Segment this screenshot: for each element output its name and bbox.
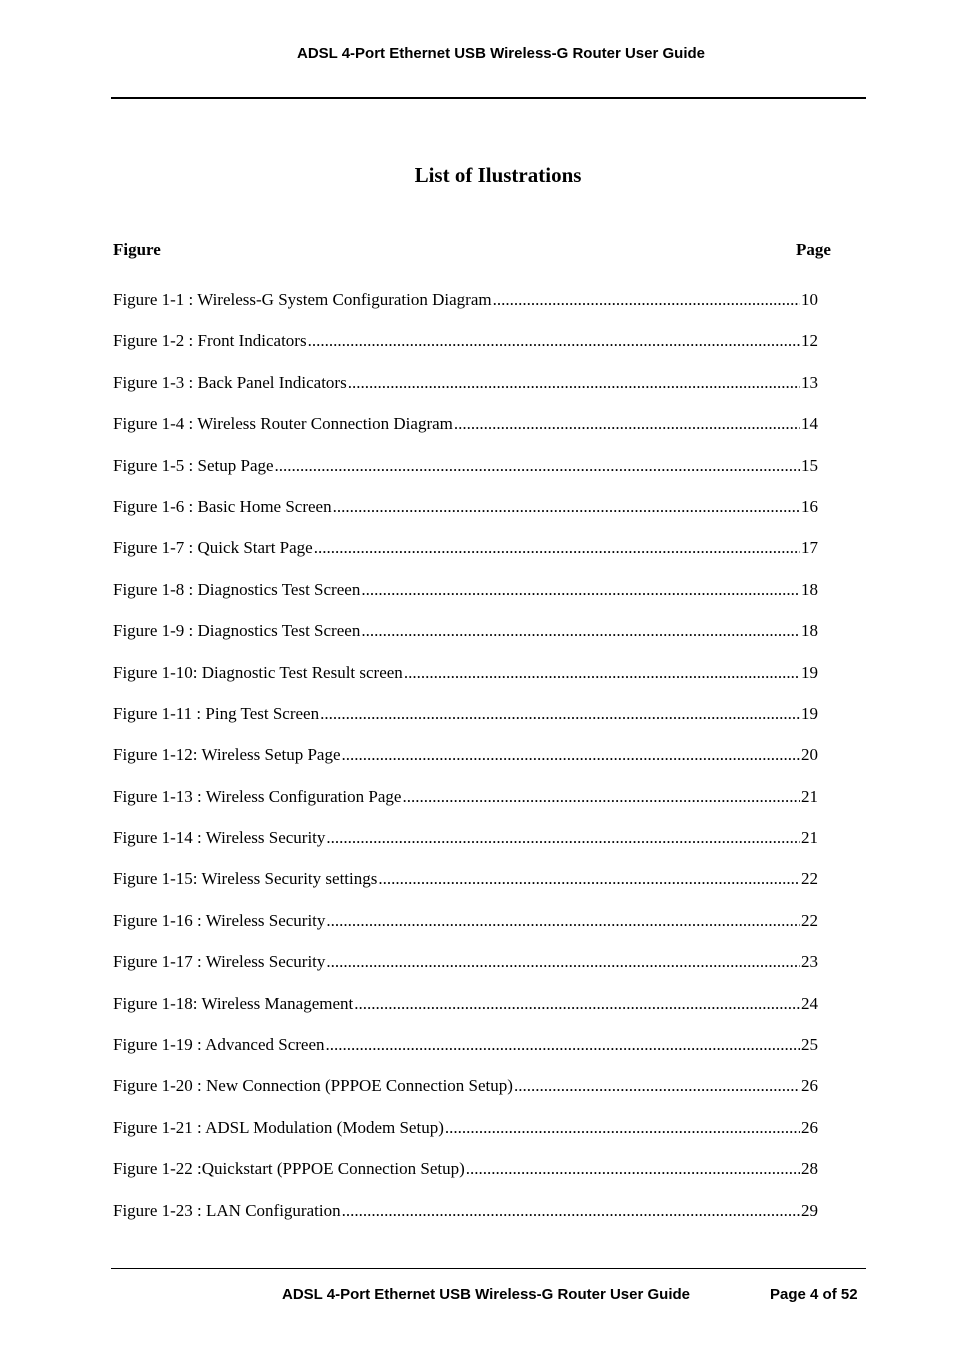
illustrations-list [113, 290, 818, 1242]
dot-leader [404, 663, 800, 683]
toc-entry[interactable] [113, 497, 818, 538]
toc-entry-label: Figure 1-8 : Diagnostics Test Screen [113, 579, 361, 599]
toc-entry-page: 21 [801, 828, 818, 848]
toc-entry-label: Figure 1-4 : Wireless Router Connection Diagram [113, 414, 453, 434]
dot-leader [333, 497, 800, 517]
toc-entry-label: Figure 1-3 : Back Panel Indicators [113, 372, 347, 392]
toc-entry[interactable] [113, 456, 818, 497]
toc-entry-label: Figure 1-23 : LAN Configuration [113, 1200, 341, 1220]
dot-leader [493, 290, 800, 310]
toc-entry-page: 16 [801, 496, 818, 516]
toc-entry[interactable] [113, 869, 818, 910]
toc-entry-page: 19 [801, 662, 818, 682]
dot-leader [308, 331, 800, 351]
dot-leader [348, 373, 800, 393]
toc-entry-label: Figure 1-7 : Quick Start Page [113, 538, 313, 558]
toc-entry[interactable] [113, 1076, 818, 1117]
dot-leader [445, 1118, 800, 1138]
toc-entry-label: Figure 1-22 :Quickstart (PPPOE Connection Setup) [113, 1159, 465, 1179]
toc-entry-label: Figure 1-5 : Setup Page [113, 455, 274, 475]
toc-entry[interactable] [113, 787, 818, 828]
toc-entry[interactable] [113, 1118, 818, 1159]
toc-entry-page: 18 [801, 621, 818, 641]
toc-entry[interactable] [113, 538, 818, 579]
toc-entry[interactable] [113, 331, 818, 372]
page-number: Page 4 of 52 [770, 1286, 858, 1303]
toc-entry-page: 17 [801, 538, 818, 558]
dot-leader [514, 1076, 800, 1096]
toc-entry[interactable] [113, 704, 818, 745]
toc-entry-label: Figure 1-15: Wireless Security settings [113, 869, 378, 889]
toc-entry-page: 21 [801, 786, 818, 806]
toc-entry[interactable] [113, 828, 818, 869]
toc-entry-label: Figure 1-20 : New Connection (PPPOE Connection Setup) [113, 1076, 513, 1096]
toc-entry-page: 15 [801, 455, 818, 475]
toc-entry-page: 23 [801, 952, 818, 972]
toc-entry[interactable] [113, 745, 818, 786]
toc-entry-page: 24 [801, 993, 818, 1013]
page-title: List of Ilustrations [414, 163, 582, 187]
toc-entry[interactable] [113, 911, 818, 952]
toc-entry-page: 18 [801, 579, 818, 599]
toc-entry-page: 28 [801, 1159, 818, 1179]
toc-entry-page: 20 [801, 745, 818, 765]
toc-entry-page: 22 [801, 910, 818, 930]
dot-leader [361, 621, 800, 641]
toc-entry-page: 22 [801, 869, 818, 889]
dot-leader [402, 787, 800, 807]
toc-entry[interactable] [113, 621, 818, 662]
toc-entry[interactable] [113, 1035, 818, 1076]
column-heading-figure: Figure [113, 240, 161, 259]
toc-entry-label: Figure 1-18: Wireless Management [113, 993, 354, 1013]
toc-entry-label: Figure 1-19 : Advanced Screen [113, 1035, 325, 1055]
toc-entry-label: Figure 1-2 : Front Indicators [113, 331, 307, 351]
toc-entry[interactable] [113, 1201, 818, 1242]
running-footer: ADSL 4-Port Ethernet USB Wireless-G Router User Guide [282, 1286, 691, 1303]
toc-entry-page: 14 [801, 414, 818, 434]
toc-entry-label: Figure 1-10: Diagnostic Test Result screen [113, 662, 403, 682]
toc-entry-page: 29 [801, 1200, 818, 1220]
toc-entry-page: 10 [801, 290, 818, 309]
dot-leader [326, 952, 800, 972]
toc-entry-label: Figure 1-14 : Wireless Security [113, 828, 326, 848]
toc-entry-label: Figure 1-21 : ADSL Modulation (Modem Setup) [113, 1117, 444, 1137]
toc-entry[interactable] [113, 373, 818, 414]
toc-entry-label: Figure 1-9 : Diagnostics Test Screen [113, 621, 361, 641]
toc-entry[interactable] [113, 414, 818, 455]
header-rule [111, 97, 866, 99]
toc-entry-label: Figure 1-1 : Wireless-G System Configuration Diagram [113, 290, 492, 309]
toc-entry-page: 13 [801, 372, 818, 392]
toc-entry[interactable] [113, 994, 818, 1035]
toc-entry-page: 26 [801, 1117, 818, 1137]
toc-entry-label: Figure 1-16 : Wireless Security [113, 910, 326, 930]
toc-entry-page: 25 [801, 1035, 818, 1055]
dot-leader [361, 580, 800, 600]
dot-leader [326, 828, 800, 848]
dot-leader [326, 911, 800, 931]
dot-leader [342, 1201, 800, 1221]
toc-entry[interactable] [113, 580, 818, 621]
toc-entry-label: Figure 1-13 : Wireless Configuration Page [113, 786, 402, 806]
toc-entry-page: 12 [801, 331, 818, 351]
toc-entry-label: Figure 1-17 : Wireless Security [113, 952, 326, 972]
dot-leader [275, 456, 800, 476]
toc-entry-label: Figure 1-11 : Ping Test Screen [113, 703, 320, 723]
toc-entry[interactable] [113, 1159, 818, 1200]
column-heading-page: Page [796, 240, 831, 259]
toc-entry[interactable] [113, 663, 818, 704]
toc-entry-page: 19 [801, 703, 818, 723]
toc-entry-page: 26 [801, 1076, 818, 1096]
dot-leader [326, 1035, 801, 1055]
toc-entry-label: Figure 1-6 : Basic Home Screen [113, 496, 332, 516]
dot-leader [454, 414, 800, 434]
toc-entry[interactable] [113, 952, 818, 993]
running-header: ADSL 4-Port Ethernet USB Wireless-G Router User Guide [296, 45, 705, 62]
dot-leader [466, 1159, 800, 1179]
dot-leader [320, 704, 800, 724]
toc-entry[interactable] [113, 290, 818, 331]
footer-rule [111, 1268, 866, 1269]
dot-leader [354, 994, 800, 1014]
dot-leader [342, 745, 800, 765]
dot-leader [314, 538, 800, 558]
toc-entry-label: Figure 1-12: Wireless Setup Page [113, 745, 341, 765]
dot-leader [378, 869, 800, 889]
